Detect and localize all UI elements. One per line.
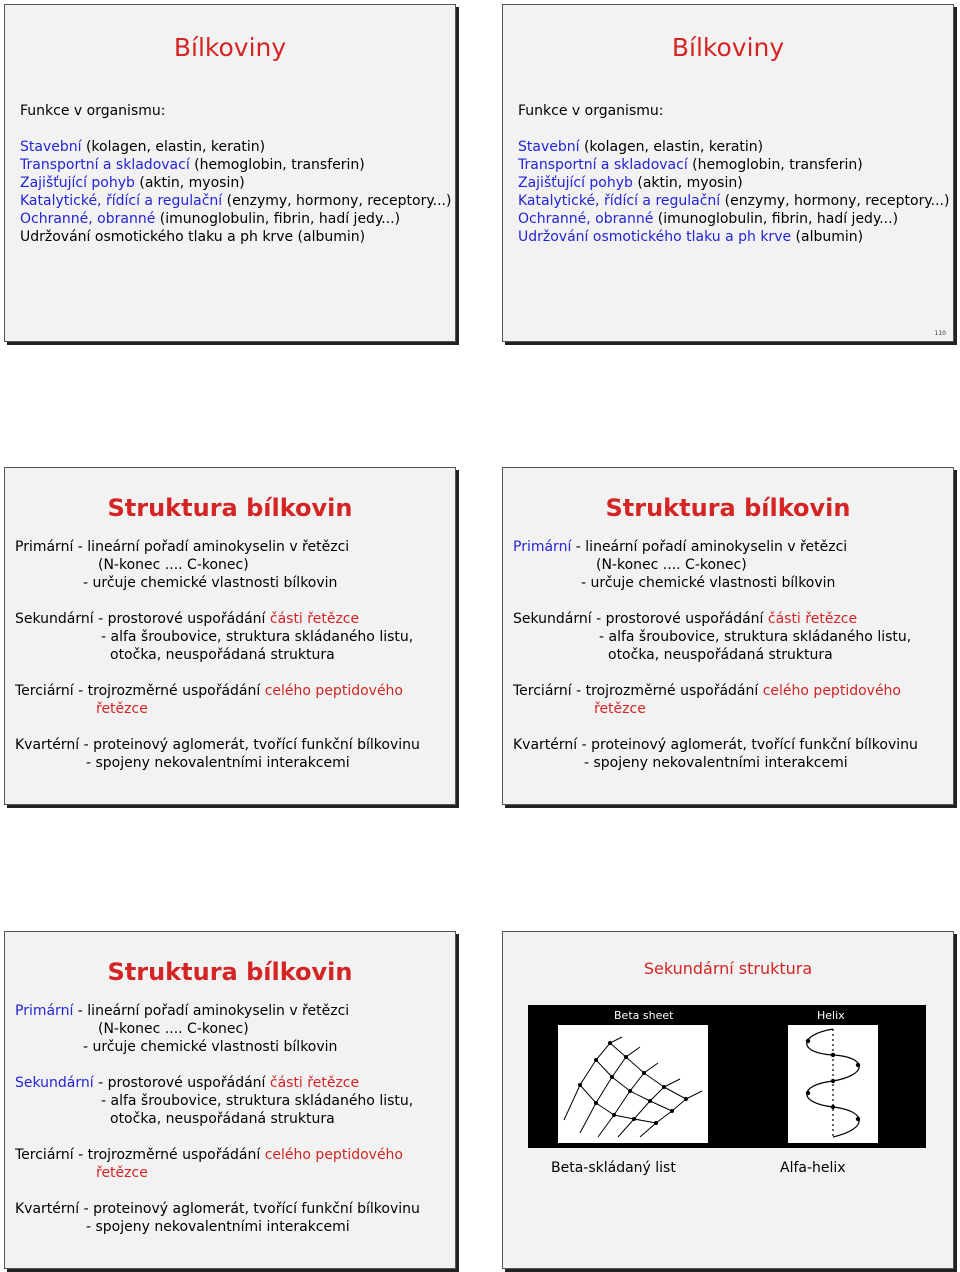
beta-sheet-figure	[558, 1025, 708, 1143]
secondary-text: - prostorové uspořádání	[93, 611, 270, 627]
function-colored: Zajišťující pohyb	[518, 175, 633, 191]
tertiary-part: celého peptidového	[264, 683, 403, 699]
tertiary-label: Terciární	[15, 1147, 74, 1163]
secondary-label: Sekundární	[513, 611, 592, 627]
tertiary-text: - trojrozměrné uspořádání	[73, 1147, 265, 1163]
function-detail: (aktin, myosin)	[134, 175, 245, 191]
primary-sub: (N-konec .... C-konec)	[98, 1021, 249, 1037]
secondary-line	[15, 1074, 359, 1092]
secondary-line	[513, 610, 857, 628]
function-item	[518, 174, 743, 192]
secondary-sub: - alfa šroubovice, struktura skládaného listu,	[101, 1093, 414, 1109]
primary-line	[15, 538, 349, 556]
slide-title: Sekundární struktura	[643, 959, 813, 978]
function-colored: Katalytické, řídící a regulační	[518, 193, 721, 209]
function-item	[20, 210, 400, 228]
slide-title: Bílkoviny	[671, 33, 785, 62]
quaternary-sub: - spojeny nekovalentními interakcemi	[584, 755, 848, 771]
secondary-label: Sekundární	[15, 611, 94, 627]
slide-title: Struktura bílkovin	[605, 494, 851, 522]
function-colored: Zajišťující pohyb	[20, 175, 135, 191]
primary-label: Primární	[15, 539, 74, 555]
secondary-text: - prostorové uspořádání	[93, 1075, 270, 1091]
function-item	[20, 156, 365, 174]
primary-line	[513, 538, 847, 556]
secondary-text: - prostorové uspořádání	[591, 611, 768, 627]
quaternary-sub: - spojeny nekovalentními interakcemi	[86, 1219, 350, 1235]
beta-sheet-icon	[558, 1025, 708, 1143]
helix-icon	[788, 1025, 878, 1143]
function-item	[518, 210, 898, 228]
primary-text: - lineární pořadí aminokyselin v řetězci	[73, 539, 350, 555]
function-detail: (hemoglobin, transferin)	[189, 157, 365, 173]
secondary-part: části řetězce	[269, 611, 360, 627]
secondary-part: části řetězce	[767, 611, 858, 627]
slide-5	[4, 931, 456, 1269]
primary-line	[15, 1002, 349, 1020]
secondary-part: části řetězce	[269, 1075, 360, 1091]
slide-6	[502, 931, 954, 1269]
slide-1	[4, 4, 456, 342]
primary-sub: (N-konec .... C-konec)	[98, 557, 249, 573]
function-colored: Transportní a skladovací	[518, 157, 688, 173]
function-item	[518, 138, 763, 156]
function-detail: (enzymy, hormony, receptory...)	[720, 193, 950, 209]
quaternary-text: - proteinový aglomerát, tvořící funkční bílkovinu	[577, 737, 918, 753]
function-item	[518, 192, 949, 210]
function-detail: (aktin, myosin)	[632, 175, 743, 191]
function-colored: Ochranné, obranné	[20, 211, 156, 227]
function-item	[518, 156, 863, 174]
quaternary-label: Kvartérní	[15, 737, 80, 753]
function-detail: (kolagen, elastin, keratin)	[579, 139, 764, 155]
secondary-sub: otočka, neuspořádaná struktura	[110, 647, 335, 663]
image-label: Helix	[817, 1009, 845, 1022]
page-number: 110	[934, 330, 946, 337]
function-detail: Udržování osmotického tlaku a ph krve (albumin)	[20, 229, 366, 245]
quaternary-label: Kvartérní	[513, 737, 578, 753]
function-colored: Ochranné, obranné	[518, 211, 654, 227]
tertiary-part: celého peptidového	[762, 683, 901, 699]
function-item	[518, 228, 863, 246]
slide-title: Struktura bílkovin	[107, 958, 353, 986]
function-colored: Transportní a skladovací	[20, 157, 190, 173]
tertiary-line	[15, 1146, 403, 1164]
primary-sub: - určuje chemické vlastnosti bílkovin	[83, 1039, 338, 1055]
secondary-sub: otočka, neuspořádaná struktura	[608, 647, 833, 663]
image-label: Beta sheet	[614, 1009, 674, 1022]
function-item	[20, 138, 265, 156]
primary-sub: (N-konec .... C-konec)	[596, 557, 747, 573]
secondary-sub: - alfa šroubovice, struktura skládaného listu,	[101, 629, 414, 645]
secondary-sub: - alfa šroubovice, struktura skládaného listu,	[599, 629, 912, 645]
function-colored: Udržování osmotického tlaku a ph krve	[518, 229, 792, 245]
primary-text: - lineární pořadí aminokyselin v řetězci	[571, 539, 848, 555]
primary-label: Primární	[15, 1003, 74, 1019]
tertiary-part-2: řetězce	[96, 701, 148, 717]
alpha-helix-figure	[788, 1025, 878, 1143]
function-colored: Stavební	[518, 139, 580, 155]
quaternary-label: Kvartérní	[15, 1201, 80, 1217]
primary-text: - lineární pořadí aminokyselin v řetězci	[73, 1003, 350, 1019]
tertiary-text: - trojrozměrné uspořádání	[73, 683, 265, 699]
slide-title: Bílkoviny	[173, 33, 287, 62]
tertiary-label: Terciární	[15, 683, 74, 699]
quaternary-line	[513, 736, 918, 754]
primary-sub: - určuje chemické vlastnosti bílkovin	[581, 575, 836, 591]
function-detail: (imunoglobulin, fibrin, hadí jedy...)	[155, 211, 401, 227]
tertiary-line	[513, 682, 901, 700]
quaternary-line	[15, 1200, 420, 1218]
tertiary-part-2: řetězce	[594, 701, 646, 717]
function-item	[20, 192, 451, 210]
primary-label: Primární	[513, 539, 572, 555]
tertiary-label: Terciární	[513, 683, 572, 699]
quaternary-text: - proteinový aglomerát, tvořící funkční bílkovinu	[79, 1201, 420, 1217]
slide-4	[502, 467, 954, 805]
tertiary-part: celého peptidového	[264, 1147, 403, 1163]
alpha-helix-image	[733, 1005, 926, 1148]
tertiary-part-2: řetězce	[96, 1165, 148, 1181]
quaternary-text: - proteinový aglomerát, tvořící funkční bílkovinu	[79, 737, 420, 753]
caption-alpha-helix: Alfa-helix	[780, 1160, 846, 1176]
slide-title: Struktura bílkovin	[107, 494, 353, 522]
quaternary-sub: - spojeny nekovalentními interakcemi	[86, 755, 350, 771]
slide-2	[502, 4, 954, 342]
function-detail: (kolagen, elastin, keratin)	[81, 139, 266, 155]
intro-text: Funkce v organismu:	[20, 103, 166, 119]
secondary-sub: otočka, neuspořádaná struktura	[110, 1111, 335, 1127]
function-detail: (albumin)	[791, 229, 864, 245]
function-detail: (hemoglobin, transferin)	[687, 157, 863, 173]
intro-text: Funkce v organismu:	[518, 103, 664, 119]
beta-sheet-image	[528, 1005, 733, 1148]
function-colored: Katalytické, řídící a regulační	[20, 193, 223, 209]
primary-sub: - určuje chemické vlastnosti bílkovin	[83, 575, 338, 591]
secondary-line	[15, 610, 359, 628]
function-colored: Stavební	[20, 139, 82, 155]
function-detail: (enzymy, hormony, receptory...)	[222, 193, 452, 209]
slide-3	[4, 467, 456, 805]
function-item	[20, 228, 365, 246]
function-item	[20, 174, 245, 192]
quaternary-line	[15, 736, 420, 754]
tertiary-text: - trojrozměrné uspořádání	[571, 683, 763, 699]
function-detail: (imunoglobulin, fibrin, hadí jedy...)	[653, 211, 899, 227]
tertiary-line	[15, 682, 403, 700]
caption-beta-sheet: Beta-skládaný list	[551, 1160, 676, 1176]
secondary-label: Sekundární	[15, 1075, 94, 1091]
